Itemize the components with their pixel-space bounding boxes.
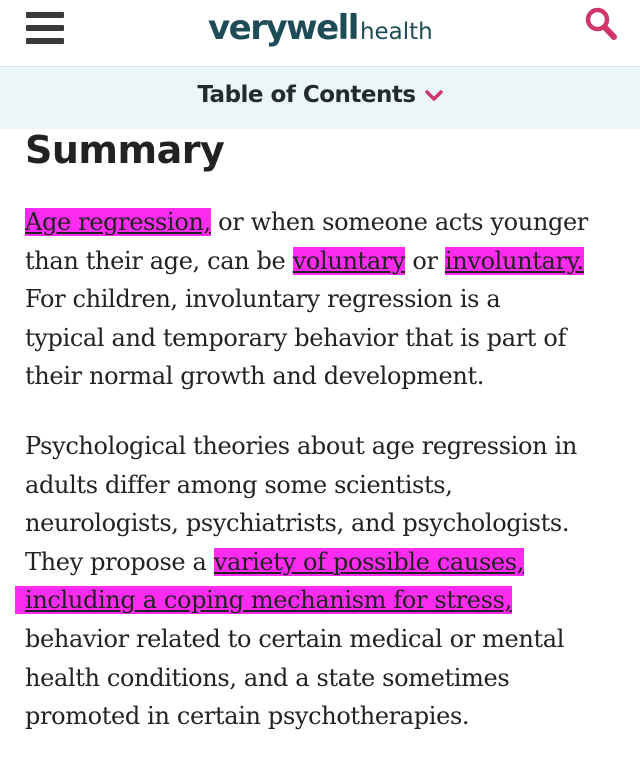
text-line: Psychological theories about age regression in — [25, 432, 577, 460]
text-line: For children, involuntary regression is a — [25, 285, 501, 314]
text-line: adults differ among some scientists, — [25, 470, 453, 499]
text-line — [25, 242, 625, 281]
text-line: promoted in certain psychotherapies. — [25, 702, 470, 731]
text-span: than their age, can be — [25, 246, 293, 275]
search-icon[interactable] — [584, 6, 618, 42]
text-line: behavior related to certain medical or mental — [25, 624, 565, 653]
text-line: neurologists, psychiatrists, and psychologists. — [25, 509, 570, 538]
text-line — [15, 581, 625, 620]
text-span: or when someone acts younger — [210, 208, 588, 236]
text-span: or — [405, 246, 445, 275]
link-involuntary[interactable]: involuntary. — [444, 246, 584, 275]
summary-paragraph-2 — [25, 427, 625, 736]
text-span: They propose a — [25, 547, 214, 576]
summary-paragraph-1 — [25, 203, 625, 396]
link-coping-mechanism[interactable]: including a coping mechanism for stress, — [15, 586, 512, 614]
text-line: typical and temporary behavior that is part of — [25, 323, 566, 352]
logo-section: health — [359, 19, 433, 45]
section-title: Summary — [25, 128, 225, 172]
text-line — [25, 543, 625, 582]
logo-brand: verywell — [208, 8, 358, 48]
toc-label: Table of Contents — [197, 82, 416, 108]
chevron-down-icon — [425, 90, 443, 102]
text-line — [25, 203, 625, 242]
text-line: their normal growth and development. — [25, 362, 485, 391]
table-of-contents-toggle[interactable] — [0, 67, 640, 129]
site-logo[interactable] — [208, 8, 433, 52]
link-voluntary[interactable]: voluntary — [292, 246, 406, 275]
hamburger-menu-icon[interactable] — [26, 12, 64, 44]
site-header — [0, 0, 640, 67]
link-variety-of-causes[interactable]: variety of possible causes, — [213, 547, 525, 576]
text-line: health conditions, and a state sometimes — [25, 663, 510, 692]
link-age-regression[interactable]: Age regression, — [25, 208, 211, 236]
